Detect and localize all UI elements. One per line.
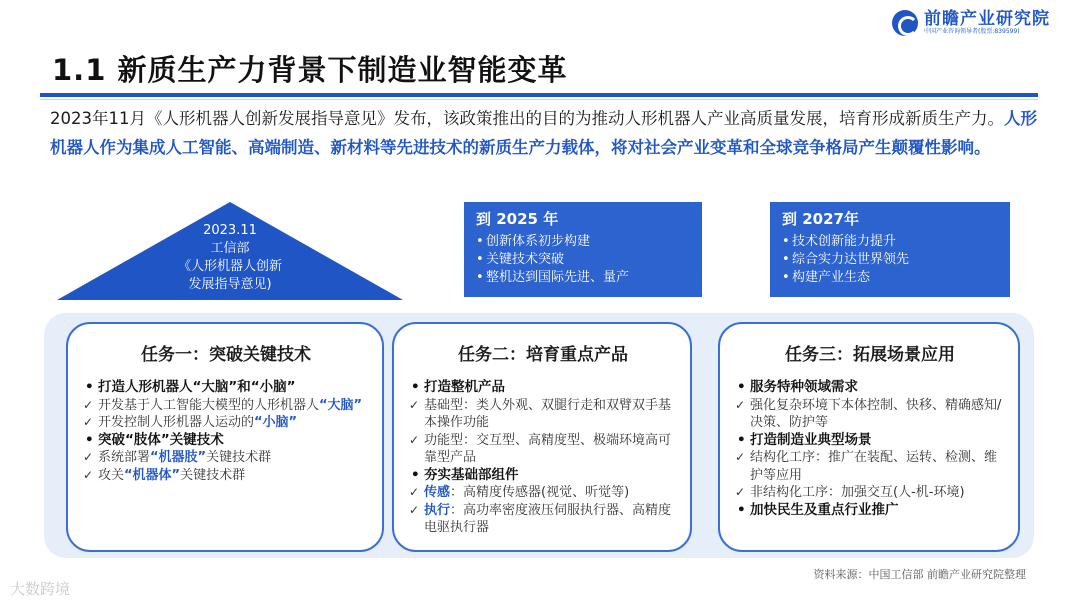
task-main-item: • 打造人形机器人“大脑”和“小脑” bbox=[82, 379, 370, 397]
goal-item: • 关键技术突破 bbox=[476, 251, 690, 269]
intro-paragraph bbox=[50, 104, 1040, 162]
task-sub-item: ✓ 执行：高功率密度液压伺服执行器、高精度电驱执行器 bbox=[408, 502, 678, 537]
brand-name: 前瞻产业研究院 bbox=[924, 9, 1050, 29]
brand-subtitle: 中国产业咨询领导者(股票:839599) bbox=[924, 28, 1020, 35]
policy-doc-line2: 发展指导意见) bbox=[188, 277, 272, 292]
task-sub-item: ✓ 强化复杂环境下本体控制、快移、精确感知/决策、防护等 bbox=[734, 397, 1006, 432]
task-card-2 bbox=[392, 322, 692, 552]
goal-box-2027 bbox=[770, 202, 1010, 297]
task-sub-item: ✓ 系统部署“机器肢”关键技术群 bbox=[82, 449, 370, 467]
intro-highlight: 人形机器人作为集成人工智能、高端制造、新材料等先进技术的新质生产力载体，将对社会产业变革和全球竞争格局产生颠覆性影响。 bbox=[50, 109, 1037, 157]
brand-logo-block bbox=[892, 10, 1050, 36]
policy-doc-line1: 《人形机器人创新 bbox=[177, 259, 282, 274]
goal-item: • 技术创新能力提升 bbox=[782, 233, 998, 251]
task-sub-item: ✓ 传感：高精度传感器(视觉、听觉等) bbox=[408, 484, 678, 502]
task-card-1 bbox=[66, 322, 384, 552]
task-title: 任务三：拓展场景应用 bbox=[785, 345, 955, 365]
title-divider-thin bbox=[40, 99, 1038, 100]
task-sub-item: ✓ 开发控制人形机器人运动的“小脑” bbox=[82, 414, 370, 432]
page-title: 1.1 新质生产力背景下制造业智能变革 bbox=[52, 53, 568, 87]
task-card-3 bbox=[718, 322, 1020, 552]
task-sub-item: ✓ 开发基于人工智能大模型的人形机器人“大脑” bbox=[82, 397, 370, 415]
task-title: 任务二：培育重点产品 bbox=[458, 345, 628, 365]
goal-item: • 构建产业生态 bbox=[782, 269, 998, 287]
task-sub-item: ✓ 基础型：类人外观、双腿行走和双臂双手基本操作功能 bbox=[408, 397, 678, 432]
footer-watermark: 大数跨境 bbox=[10, 580, 71, 598]
goal-item: • 创新体系初步构建 bbox=[476, 233, 690, 251]
task-sub-item: ✓ 攻关“机器体”关键技术群 bbox=[82, 467, 370, 485]
source-note: 资料来源：中国工信部 前瞻产业研究院整理 bbox=[813, 568, 1026, 581]
task-main-item: • 夯实基础部组件 bbox=[408, 467, 678, 485]
goal-item: • 整机达到国际先进、量产 bbox=[476, 269, 690, 287]
task-sub-item: ✓ 非结构化工序：加强交互(人-机-环境) bbox=[734, 484, 1006, 502]
policy-triangle-text bbox=[130, 222, 330, 294]
intro-plain: 2023年11月《人形机器人创新发展指导意见》发布，该政策推出的目的为推动人形机器人产业高质量发展，培育形成新质生产力。 bbox=[50, 109, 1004, 128]
task-title: 任务一：突破关键技术 bbox=[141, 345, 311, 365]
title-divider bbox=[40, 93, 1038, 97]
policy-issuer: 工信部 bbox=[210, 241, 250, 256]
task-main-item: • 服务特种领域需求 bbox=[734, 379, 1006, 397]
goal-item: • 综合实力达世界领先 bbox=[782, 251, 998, 269]
task-main-item: • 打造整机产品 bbox=[408, 379, 678, 397]
task-sub-item: ✓ 功能型：交互型、高精度型、极端环境高可靠型产品 bbox=[408, 432, 678, 467]
brand-logo-icon bbox=[892, 10, 918, 36]
goal-title: 到 2025 年 bbox=[476, 210, 559, 228]
task-sub-item: ✓ 结构化工序：推广在装配、运转、检测、维护等应用 bbox=[734, 449, 1006, 484]
task-main-item: • 加快民生及重点行业推广 bbox=[734, 502, 1006, 520]
goal-box-2025 bbox=[464, 202, 702, 297]
goal-title: 到 2027年 bbox=[782, 210, 859, 228]
policy-date: 2023.11 bbox=[203, 223, 257, 238]
task-main-item: • 打造制造业典型场景 bbox=[734, 432, 1006, 450]
task-main-item: • 突破“肢体”关键技术 bbox=[82, 432, 370, 450]
